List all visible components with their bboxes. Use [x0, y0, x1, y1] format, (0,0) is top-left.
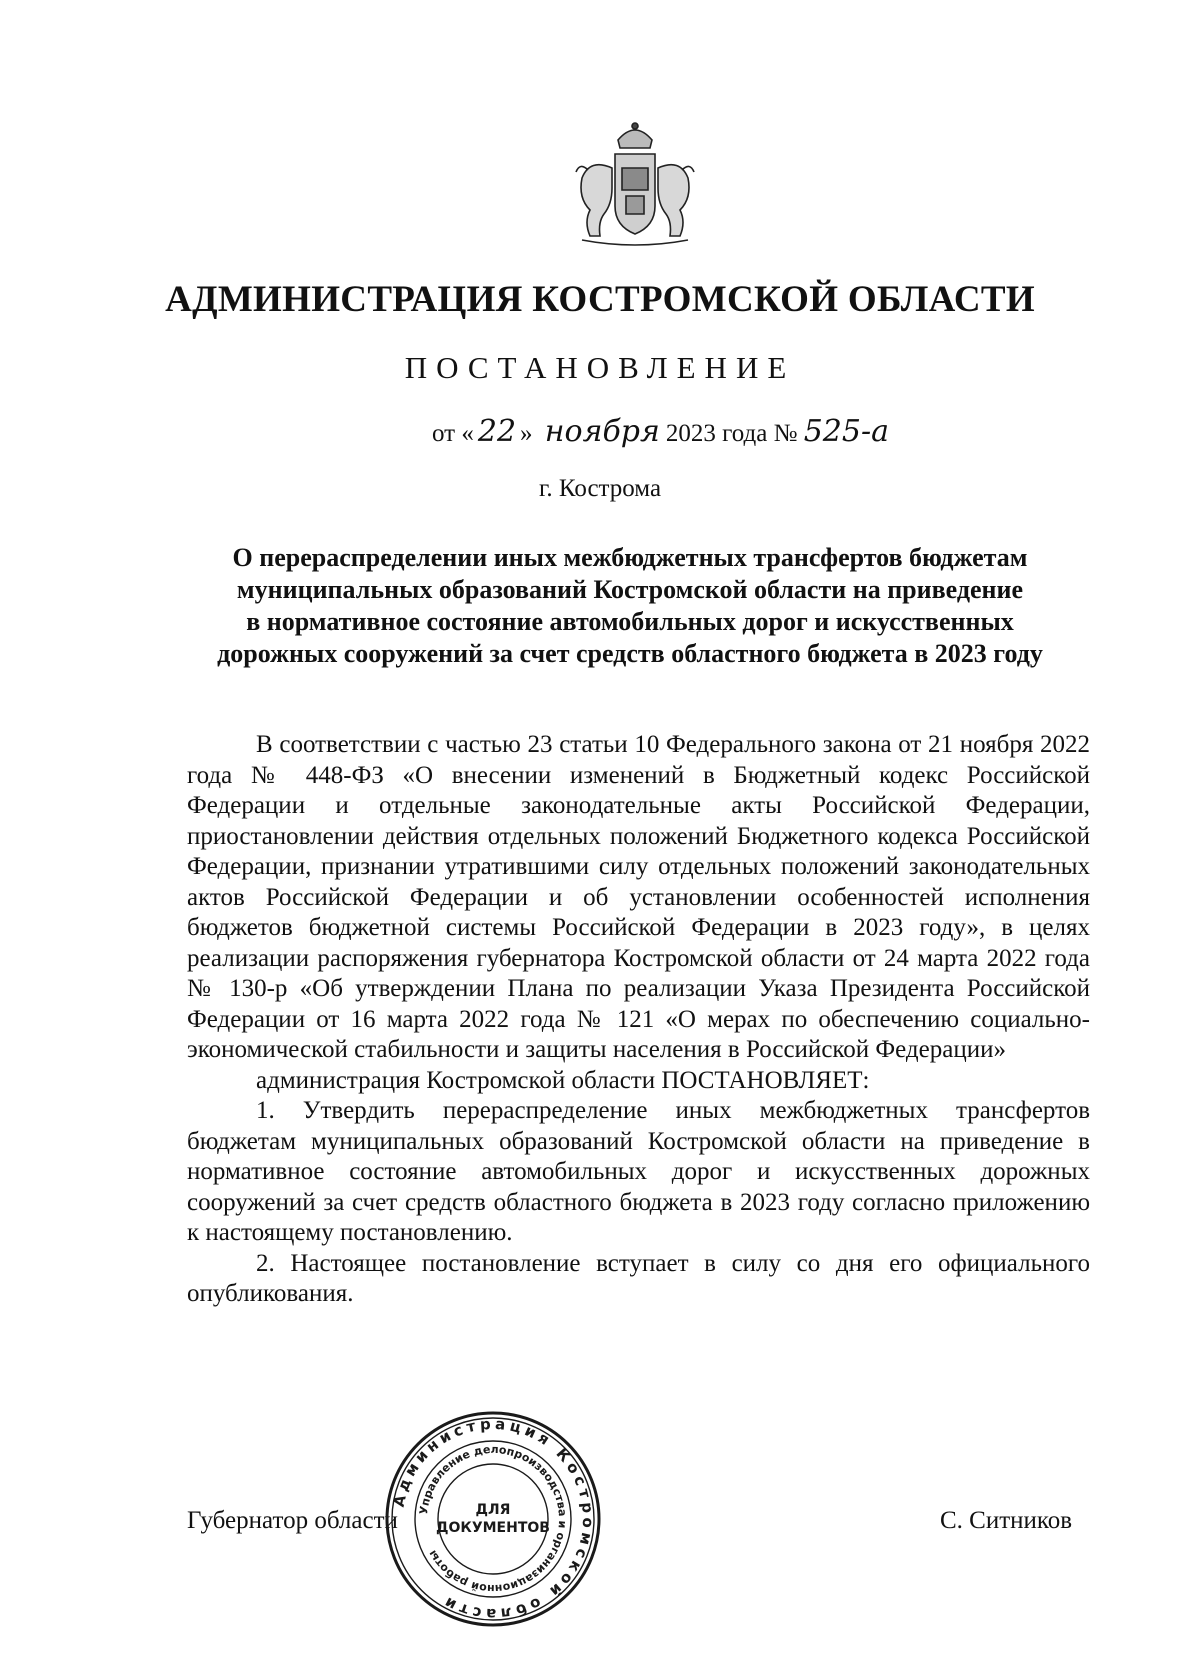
- document-title: [170, 542, 1090, 670]
- official-stamp: [384, 1410, 602, 1628]
- city: г. Кострома: [538, 475, 662, 502]
- document-body: [187, 730, 1090, 1310]
- svg-text:Управление делопроизводства и: [417, 1443, 569, 1595]
- title-line: дорожных сооружений за счет средств областного бюджета в 2023 году: [217, 639, 1043, 668]
- date-day-handwritten: 22: [477, 414, 517, 449]
- stamp-inner-text: Управление делопроизводства и организационной работы: [417, 1442, 570, 1596]
- date-year-text: 2023 года №: [665, 420, 798, 447]
- document-type: ПОСТАНОВЛЕНИЕ: [404, 350, 796, 385]
- title-line: О перераспределении иных межбюджетных трансфертов бюджетам: [232, 543, 1028, 572]
- body-paragraph-preamble: В соответствии с частью 23 статьи 10 Федерального закона от 21 ноября 2022 года № 448-ФЗ «О внесении изменений в Бюджетный кодекс Российской Федерации и отдельные законодательные акты Российской Федерации, приостановлении действия отдельных положений Бюджетного кодекса Российской Федерации, признании утратившими силу отдельных положений законодательных актов Российской Федерации и об установлении особенностей исполнения бюджетов бюджетной системы Российской Федерации в 2023 году», в целях реализации распоряжения губернатора Костромской области от 24 марта 2022 года № 130-р «Об утверждении Плана по реализации Указа Президента Российской Федерации от 16 марта 2022 года № 121 «О мерах по обеспечению социально-экономической стабильности и защиты населения в Российской Федерации»: [187, 731, 1090, 1063]
- date-month-handwritten: ноября: [544, 414, 660, 449]
- body-paragraph-item-1: 1. Утвердить перераспределение иных межбюджетных трансфертов бюджетам муниципальных образований Костромской области на приведение в нормативное состояние автомобильных дорог и искусственных дорожных сооружений за счет средств областного бюджета в 2023 году согласно приложению к настоящему постановлению.: [187, 1097, 1090, 1246]
- stamp-center-line-1: ДЛЯ: [475, 1502, 511, 1518]
- signatory-name: С. Ситников: [940, 1507, 1073, 1534]
- stamp-outer-text: Администрация Костромской области: [389, 1414, 598, 1624]
- body-paragraph-resolves: администрация Костромской области ПОСТАНОВЛЯЕТ:: [256, 1066, 870, 1094]
- document-number-handwritten: 525-а: [803, 414, 890, 449]
- date-quote-close: »: [520, 420, 533, 447]
- stamp-center-line-2: ДОКУМЕНТОВ: [436, 1520, 550, 1536]
- organization-name: АДМИНИСТРАЦИЯ КОСТРОМСКОЙ ОБЛАСТИ: [165, 279, 1035, 320]
- date-prefix: от «: [432, 420, 474, 447]
- signatory-position: Губернатор области: [187, 1507, 398, 1534]
- body-paragraph-item-2: 2. Настоящее постановление вступает в силу со дня его официального опубликования.: [187, 1249, 1090, 1307]
- title-line: в нормативное состояние автомобильных дорог и искусственных: [246, 607, 1014, 636]
- title-line: муниципальных образований Костромской области на приведение: [236, 575, 1024, 604]
- document-date-line: [432, 414, 889, 449]
- coat-of-arms-emblem: [560, 118, 710, 253]
